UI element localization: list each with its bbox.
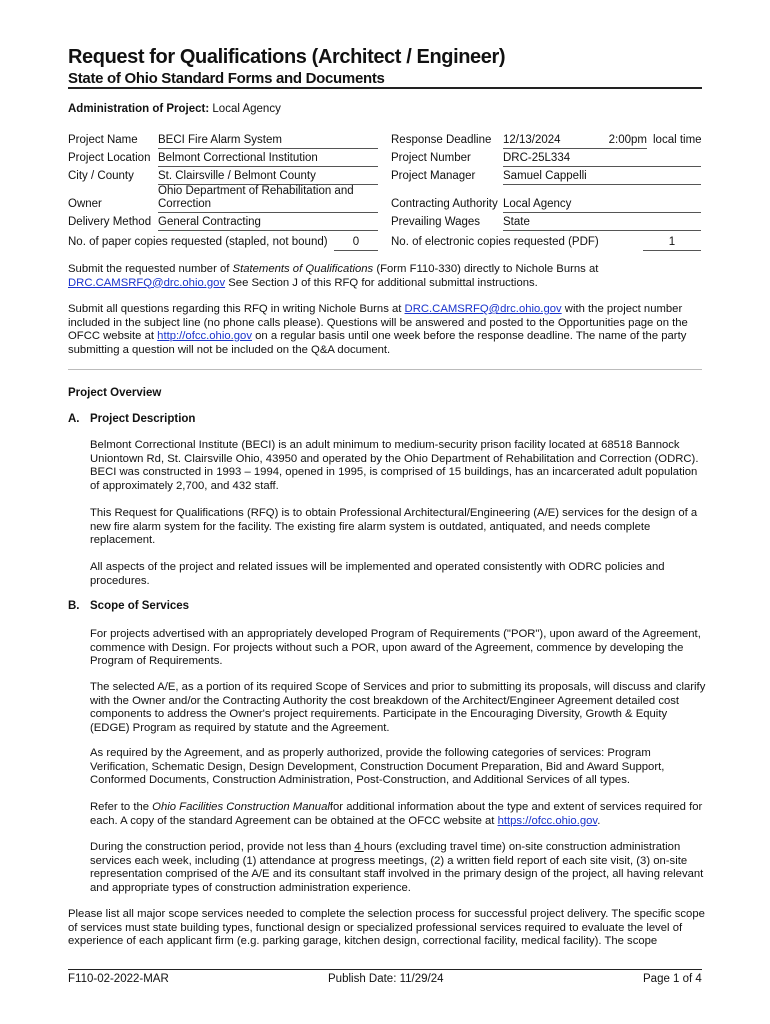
response-deadline-label: Response Deadline	[391, 134, 492, 146]
project-name-label: Project Name	[68, 134, 138, 146]
delivery-method-label: Delivery Method	[68, 216, 152, 228]
project-manager-label: Project Manager	[391, 170, 476, 182]
prevailing-wages-field[interactable]: State	[503, 216, 701, 231]
footer-form-id: F110-02-2022-MAR	[68, 973, 169, 985]
submit-email-link[interactable]: DRC.CAMSRFQ@drc.ohio.gov	[68, 276, 226, 289]
administration-line	[68, 103, 281, 115]
administration-value: Local Agency	[212, 103, 281, 115]
project-location-label: Project Location	[68, 152, 151, 164]
section-b-title: Scope of Services	[90, 600, 190, 612]
questions-text-2: with the project number included in the subject line (no phone calls please). Questions will be answered and posted to the Opportunities page on the OFCC website at	[68, 303, 688, 342]
owner-field[interactable]: Ohio Department of Rehabilitation and Correction	[158, 185, 378, 213]
footer-page-number: Page 1 of 4	[643, 973, 702, 985]
paper-copies-field[interactable]: 0	[334, 236, 378, 251]
submit-text-3: See Section J of this RFQ for additional submittal instructions.	[225, 276, 538, 289]
owner-label: Owner	[68, 198, 102, 210]
hours-underlined: 4	[354, 841, 364, 853]
contracting-authority-field[interactable]: Local Agency	[503, 198, 701, 213]
scope-paragraph-3: As required by the Agreement, and as properly authorized, provide the following categories of services: Program Verification, Schematic Design, Design Development, Construction Document Preparation, Bid and Award Support, Conformed Documents, Construction Administration, Post-Construction, and Additional Services of all types.	[90, 747, 665, 786]
response-deadline-date-field[interactable]: 12/13/2024	[503, 134, 591, 149]
response-deadline-time-field[interactable]: 2:00pm	[591, 134, 647, 149]
project-location-field[interactable]: Belmont Correctional Institution	[158, 152, 378, 167]
ofcc-website-link[interactable]: http://ofcc.ohio.gov	[157, 330, 252, 342]
document-title: Request for Qualifications (Architect / Engineer)	[68, 46, 506, 68]
local-time-label: local time	[653, 134, 702, 146]
section-b-heading	[68, 600, 189, 612]
submit-text-1: Submit the requested number of	[68, 263, 233, 275]
submission-instructions	[68, 263, 708, 290]
section-b-letter: B.	[68, 600, 80, 612]
scope-paragraph-4	[90, 801, 706, 828]
project-number-field[interactable]: DRC-25L334	[503, 152, 701, 167]
construction-manual-italic: Ohio Facilities Construction Manual	[152, 801, 330, 813]
footer-publish-date: Publish Date: 11/29/24	[328, 973, 444, 985]
section-divider	[68, 369, 702, 370]
scope-paragraph-1: For projects advertised with an appropriately developed Program of Requirements ("POR"), upon award of the Agreement, commence with Design. For projects without such a POR, upon award of the Agreement, commence by developing the Program of Requirements.	[90, 628, 701, 667]
prevailing-wages-label: Prevailing Wages	[391, 216, 481, 228]
delivery-method-field[interactable]: General Contracting	[158, 216, 378, 231]
questions-email-link[interactable]: DRC.CAMSRFQ@drc.ohio.gov	[404, 303, 562, 315]
title-divider	[68, 87, 702, 89]
project-manager-field[interactable]: Samuel Cappelli	[503, 170, 701, 185]
scope-paragraph-2: The selected A/E, as a portion of its required Scope of Services and prior to submitting its proposals, will discuss and clarify with the Owner and/or the Contracting Authority the cost breakdown of the Architect/Engineer Agreement detailed cost components to address the Owner's project requirements. Participate in the Encouraging Diversity, Growth & Equity (EDGE) Program as required by statute and the Agreement.	[90, 681, 706, 734]
project-number-label: Project Number	[391, 152, 471, 164]
section-a-heading	[68, 413, 195, 425]
section-a-title: Project Description	[90, 413, 196, 425]
submit-text-2: (Form F110-330) directly to Nichole Burns at	[373, 263, 599, 275]
paper-copies-label: No. of paper copies requested (stapled, not bound)	[68, 236, 328, 248]
contracting-authority-label: Contracting Authority	[391, 198, 498, 210]
scope-p5-text-2: hours (excluding travel time) on-site construction administration services each week, including (1) attendance at progress meetings, (2) a written field report of each site visit, (3) on-site representation comprised of the A/E and its consultant staff involved in the primary design of the project, all having relevant and appropriate types of construction administration experience.	[90, 841, 704, 894]
city-county-label: City / County	[68, 170, 134, 182]
questions-instructions	[68, 303, 708, 357]
project-description-paragraph-3: All aspects of the project and related issues will be implemented and operated consistently with ODRC policies and procedures.	[90, 561, 665, 587]
footer-divider	[68, 969, 702, 970]
closing-paragraph: Please list all major scope services needed to complete the selection process for successful project delivery. The specific scope of services must state building types, functional design or specialized professional services required to evaluate the level of experience of each applicant firm (e.g. parking garage, kitchen design, correctional facility, medical facility). The scope	[68, 908, 705, 947]
scope-p5-text-1: During the construction period, provide not less than	[90, 841, 355, 853]
electronic-copies-field[interactable]: 1	[643, 236, 701, 251]
document-subtitle: State of Ohio Standard Forms and Documents	[68, 70, 385, 87]
questions-text-1: Submit all questions regarding this RFQ in writing Nichole Burns at	[68, 303, 405, 315]
ofcc-agreement-link[interactable]: https://ofcc.ohio.gov	[497, 814, 598, 827]
scope-p4-text-2: for additional information about the type and extent of services required for each. A copy of the standard Agreement can be obtained at the OFCC website at	[90, 801, 703, 827]
scope-p4-text-3: .	[597, 814, 601, 827]
scope-p4-text-1: Refer to the	[90, 801, 153, 813]
soq-italic: Statements of Qualifications	[232, 263, 374, 275]
questions-text-3: on a regular basis until one week before the response deadline. The name of the party submitting a question will not be included on the Q&A document.	[68, 330, 687, 356]
electronic-copies-label: No. of electronic copies requested (PDF)	[391, 236, 599, 248]
administration-label: Administration of Project:	[68, 103, 210, 115]
section-a-letter: A.	[68, 413, 80, 425]
scope-paragraph-5	[90, 841, 706, 895]
project-description-paragraph-2: This Request for Qualifications (RFQ) is to obtain Professional Architectural/Engineering (A/E) services for the design of a new fire alarm system for the facility. The existing fire alarm system is outdated, antiquated, and needs complete replacement.	[90, 507, 698, 546]
city-county-field[interactable]: St. Clairsville / Belmont County	[158, 170, 378, 185]
project-overview-heading: Project Overview	[68, 387, 162, 399]
project-name-field[interactable]: BECI Fire Alarm System	[158, 134, 378, 149]
project-description-paragraph-1: Belmont Correctional Institute (BECI) is an adult minimum to medium-security prison facility located at 68518 Bannock Uniontown Rd, St. Clairsville Ohio, 43950 and operated by the Ohio Department of Rehabilitation and Correction (ODRC). BECI was constructed in 1993 – 1994, opened in 1995, is comprised of 15 buildings, has an incarcerated adult population of approximately 2,700, and 432 staff.	[90, 439, 699, 492]
